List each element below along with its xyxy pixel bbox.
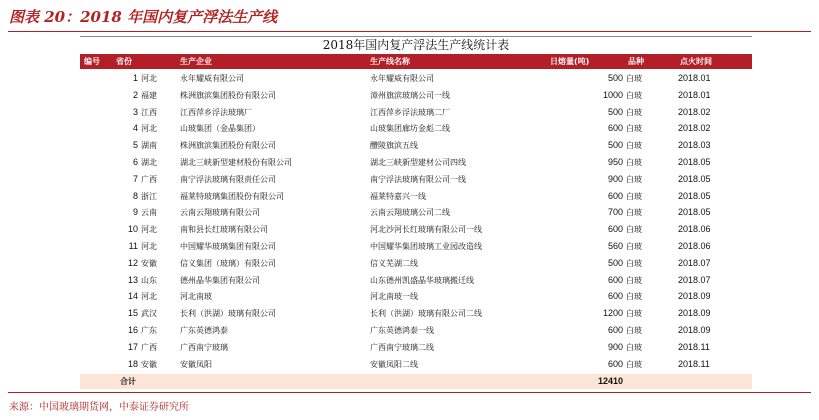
row-date: 2018.02 xyxy=(678,123,711,134)
row-line-name: 广西南宁玻璃二线 xyxy=(370,342,434,352)
table-row xyxy=(80,288,752,304)
row-province: 江西 xyxy=(141,107,157,117)
row-capacity: 1200 xyxy=(602,308,623,319)
row-capacity: 700 xyxy=(607,207,623,218)
row-kind: 白玻 xyxy=(626,242,642,251)
row-company: 南宁浮法玻璃有限责任公司 xyxy=(180,174,276,184)
row-kind: 白玻 xyxy=(626,309,642,319)
total-capacity: 12410 xyxy=(597,376,623,386)
total-row xyxy=(80,374,752,389)
row-line-name: 醴陵旗滨五线 xyxy=(370,141,418,151)
row-province: 浙江 xyxy=(141,191,157,201)
row-number: 16 xyxy=(127,325,138,335)
table-row xyxy=(80,188,752,204)
row-number: 7 xyxy=(132,173,138,184)
table-row xyxy=(80,255,752,271)
row-capacity: 600 xyxy=(607,358,623,369)
row-date: 2018.05 xyxy=(678,173,711,184)
table-row xyxy=(80,204,752,220)
row-capacity: 600 xyxy=(607,123,623,134)
row-line-name: 江西萍乡浮法玻璃二厂 xyxy=(370,107,450,117)
row-date: 2018.02 xyxy=(678,106,711,117)
row-line-name: 云南云翔玻璃公司二线 xyxy=(370,208,450,218)
table-row xyxy=(80,238,752,254)
row-kind: 白玻 xyxy=(626,158,642,167)
row-date: 2018.11 xyxy=(678,341,710,352)
bottom-divider xyxy=(8,392,811,393)
table-row xyxy=(80,120,752,136)
row-capacity: 560 xyxy=(607,241,623,251)
table-row xyxy=(80,70,752,86)
row-kind: 白玻 xyxy=(626,342,642,352)
row-number: 1 xyxy=(132,73,138,83)
row-company: 河北南玻 xyxy=(180,292,212,302)
source-note: 来源：中国玻璃期货网，中泰证券研究所 xyxy=(9,402,189,413)
row-province: 河北 xyxy=(141,292,157,302)
row-province: 云南 xyxy=(141,208,157,218)
row-kind: 白玻 xyxy=(626,90,642,100)
row-company: 江西萍乡浮法玻璃厂 xyxy=(180,107,252,117)
row-company: 广东英德鸿泰 xyxy=(180,326,228,335)
row-number: 4 xyxy=(132,123,138,134)
row-company: 株洲旗滨集团股份有限公司 xyxy=(180,90,276,100)
row-province: 湖北 xyxy=(141,158,157,167)
row-kind: 白玻 xyxy=(626,141,642,151)
row-kind: 白玻 xyxy=(626,74,642,83)
row-company: 永年耀威有限公司 xyxy=(180,74,244,83)
row-company: 福莱特玻璃集团股份有限公司 xyxy=(180,191,284,201)
row-date: 2018.05 xyxy=(678,207,711,218)
row-number: 5 xyxy=(132,140,138,151)
row-line-name: 永年耀威有限公司 xyxy=(370,74,434,83)
row-number: 3 xyxy=(132,106,138,117)
row-province: 安徽 xyxy=(141,258,157,268)
row-line-name: 广东英德鸿泰一线 xyxy=(370,326,434,335)
table-row xyxy=(80,322,752,338)
table-header xyxy=(80,54,752,69)
row-number: 13 xyxy=(127,274,138,285)
row-number: 18 xyxy=(127,358,138,369)
row-date: 2018.05 xyxy=(678,157,711,167)
table-row xyxy=(80,272,752,288)
header-date: 点火时间 xyxy=(680,57,712,66)
table-row xyxy=(80,221,752,237)
row-number: 10 xyxy=(127,224,138,235)
row-capacity: 600 xyxy=(607,274,623,285)
row-capacity: 900 xyxy=(607,173,623,184)
row-number: 9 xyxy=(132,207,138,218)
row-date: 2018.07 xyxy=(678,257,711,268)
row-company: 株洲旗滨集团股份有限公司 xyxy=(180,141,276,151)
row-company: 安徽凤阳 xyxy=(180,359,212,369)
row-company: 德州晶华集团有限公司 xyxy=(180,275,260,285)
table-row xyxy=(80,171,752,187)
row-date: 2018.09 xyxy=(678,325,711,335)
row-line-name: 河北沙河长红玻璃有限公司一线 xyxy=(370,225,482,235)
row-date: 2018.01 xyxy=(678,73,711,83)
row-company: 中国耀华玻璃集团有限公司 xyxy=(180,242,276,251)
row-kind: 白玻 xyxy=(626,124,642,134)
row-province: 山东 xyxy=(141,275,157,285)
row-date: 2018.06 xyxy=(678,224,711,235)
row-number: 12 xyxy=(127,257,138,268)
row-province: 河北 xyxy=(141,124,157,134)
row-province: 广西 xyxy=(141,174,157,184)
row-line-name: 信义芜湖二线 xyxy=(370,258,418,268)
row-capacity: 600 xyxy=(607,325,623,335)
row-line-name: 福莱特嘉兴一线 xyxy=(370,191,426,201)
row-province: 河北 xyxy=(141,74,157,83)
table-row xyxy=(80,305,752,321)
table-row xyxy=(80,356,752,372)
row-capacity: 600 xyxy=(607,190,623,201)
table-row xyxy=(80,104,752,120)
table-row xyxy=(80,339,752,355)
row-capacity: 1000 xyxy=(602,89,623,100)
row-line-name: 山玻集团廊坊金彪二线 xyxy=(370,124,450,134)
row-company: 长利（洪湖）玻璃有限公司 xyxy=(180,309,276,319)
table-row xyxy=(80,137,752,153)
row-kind: 白玻 xyxy=(626,107,642,117)
header-kind: 品种 xyxy=(628,57,644,66)
table-row xyxy=(80,154,752,170)
row-number: 8 xyxy=(132,190,138,201)
row-province: 武汉 xyxy=(141,309,157,319)
row-line-name: 长利（洪湖）玻璃有限公司二线 xyxy=(370,309,482,319)
row-date: 2018.05 xyxy=(678,190,711,201)
row-province: 福建 xyxy=(141,90,157,100)
table-row xyxy=(80,87,752,103)
row-kind: 白玻 xyxy=(626,359,642,369)
row-line-name: 河北南玻一线 xyxy=(370,292,418,302)
row-capacity: 500 xyxy=(607,140,623,151)
row-capacity: 950 xyxy=(607,157,623,167)
row-number: 14 xyxy=(127,291,138,302)
row-line-name: 安徽凤阳二线 xyxy=(370,359,418,369)
row-kind: 白玻 xyxy=(626,326,642,335)
row-kind: 白玻 xyxy=(626,258,642,268)
header-province: 省份 xyxy=(116,57,132,66)
row-number: 11 xyxy=(128,241,138,251)
row-kind: 白玻 xyxy=(626,174,642,184)
row-company: 南和县长红玻璃有限公司 xyxy=(180,225,268,235)
row-date: 2018.09 xyxy=(678,308,711,319)
row-date: 2018.03 xyxy=(678,140,711,151)
top-divider xyxy=(8,31,811,32)
row-kind: 白玻 xyxy=(626,225,642,235)
row-province: 安徽 xyxy=(141,359,157,369)
row-province: 湖南 xyxy=(141,141,157,151)
total-label: 合计 xyxy=(120,377,136,386)
row-province: 广东 xyxy=(141,326,157,335)
row-number: 6 xyxy=(132,157,138,167)
row-company: 山玻集团（金晶集团） xyxy=(180,124,260,134)
row-line-name: 南宁浮法玻璃有限公司一线 xyxy=(370,174,466,184)
row-date: 2018.01 xyxy=(678,89,711,100)
row-kind: 白玻 xyxy=(626,191,642,201)
row-number: 2 xyxy=(132,89,138,100)
row-kind: 白玻 xyxy=(626,275,642,285)
header-line: 生产线名称 xyxy=(370,57,410,66)
row-line-name: 中国耀华集团玻璃工业园改造线 xyxy=(370,242,482,251)
row-line-name: 山东德州凯盛晶华玻璃搬迁线 xyxy=(370,275,474,285)
row-capacity: 500 xyxy=(607,257,623,268)
row-capacity: 500 xyxy=(607,106,623,117)
row-kind: 白玻 xyxy=(626,292,642,302)
row-capacity: 900 xyxy=(607,341,623,352)
row-date: 2018.11 xyxy=(678,358,710,369)
row-date: 2018.07 xyxy=(678,274,711,285)
row-capacity: 600 xyxy=(607,224,623,235)
row-number: 17 xyxy=(127,341,138,352)
figure-title: 图表 20：2018 年国内复产浮法生产线 xyxy=(9,8,278,26)
row-company: 广西南宁玻璃 xyxy=(180,342,228,352)
row-number: 15 xyxy=(127,308,138,319)
row-line-name: 湖北三峡新型建材公司四线 xyxy=(370,158,466,167)
row-date: 2018.09 xyxy=(678,291,711,302)
row-kind: 白玻 xyxy=(626,208,642,218)
row-province: 河北 xyxy=(141,242,157,251)
row-capacity: 600 xyxy=(607,291,623,302)
row-province: 河北 xyxy=(141,225,157,235)
row-province: 广西 xyxy=(141,342,157,352)
table-title: 2018年国内复产浮法生产线统计表 xyxy=(322,38,510,52)
row-company: 湖北三峡新型建材股份有限公司 xyxy=(180,158,292,167)
row-date: 2018.06 xyxy=(678,241,711,251)
row-company: 信义集团（玻璃）有限公司 xyxy=(180,258,276,268)
row-line-name: 漳州旗滨玻璃公司一线 xyxy=(370,90,450,100)
header-no: 编号 xyxy=(84,57,100,66)
header-capacity: 日熔量(吨) xyxy=(550,57,590,66)
header-company: 生产企业 xyxy=(180,57,212,66)
row-capacity: 500 xyxy=(607,73,623,83)
row-company: 云南云翔玻璃有限公司 xyxy=(180,208,260,218)
